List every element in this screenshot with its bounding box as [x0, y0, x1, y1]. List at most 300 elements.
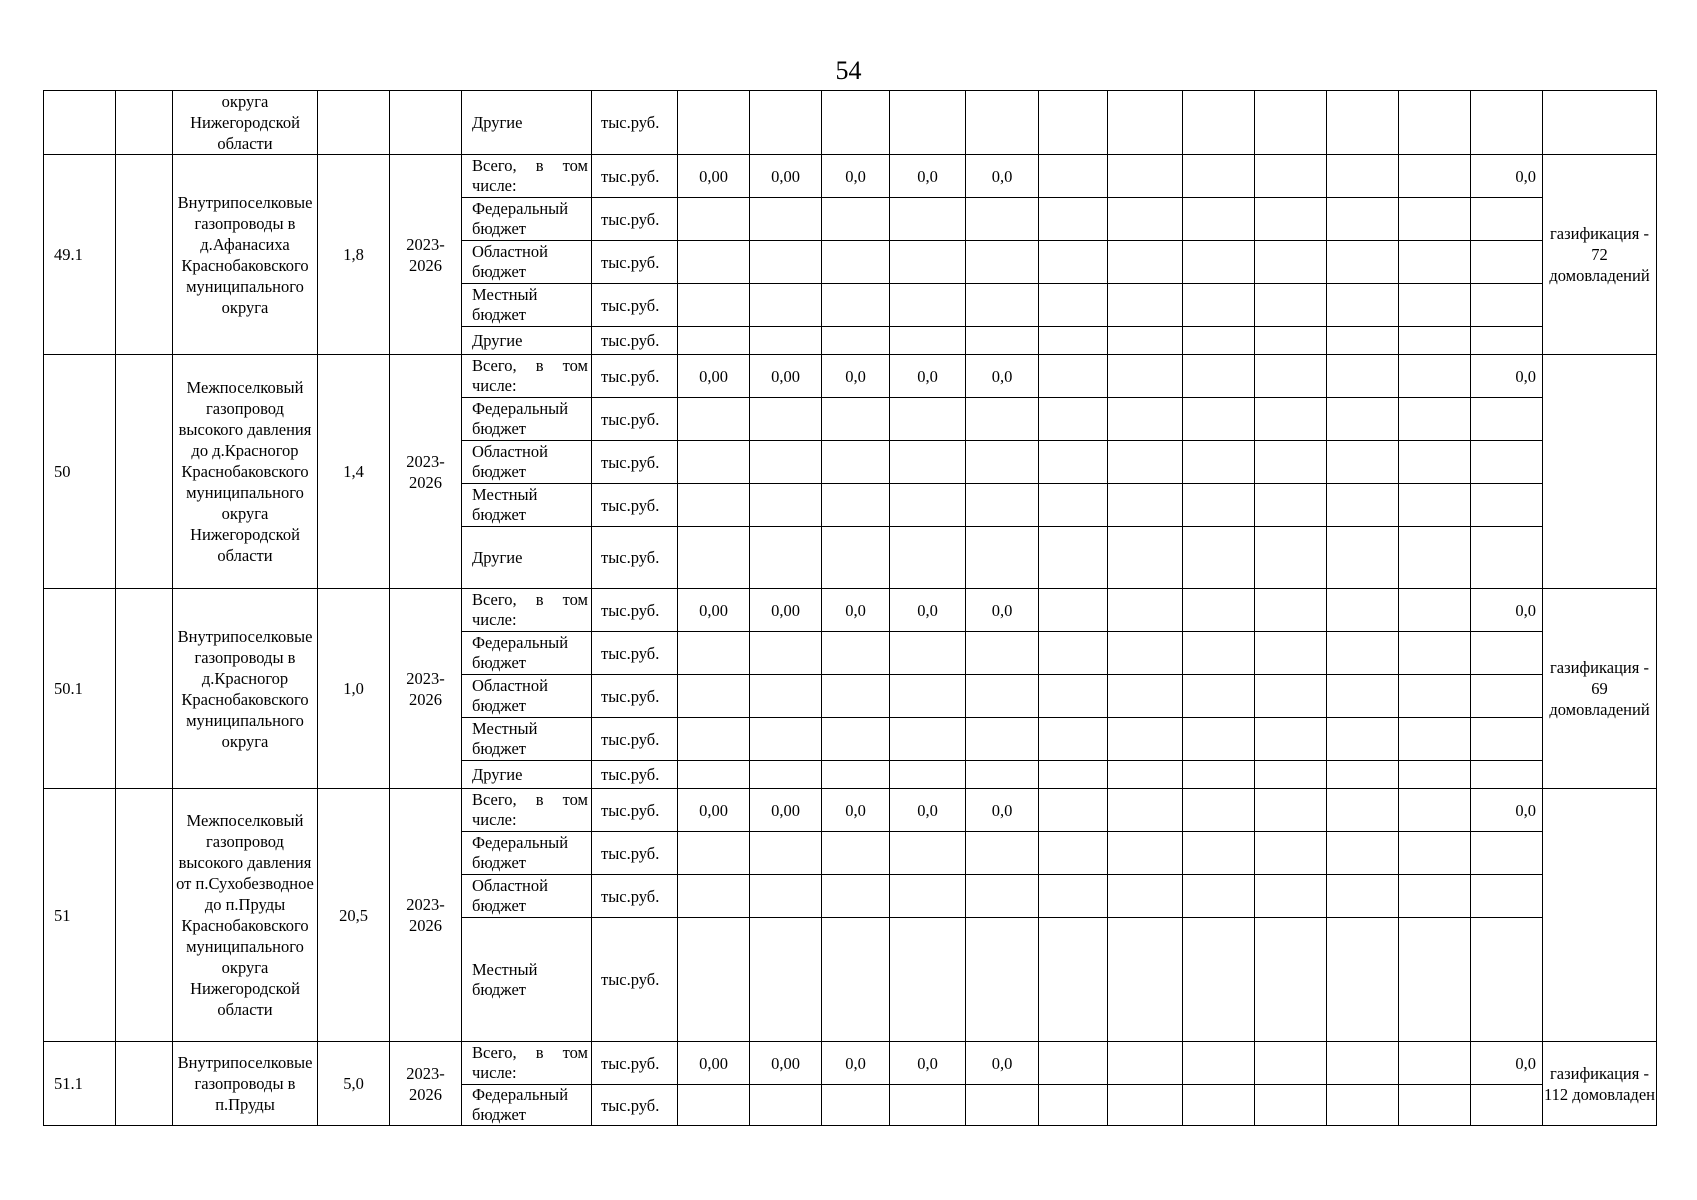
- amount-cell: 0,00: [750, 589, 822, 632]
- value-cell: [1471, 675, 1543, 718]
- value-cell: [1471, 198, 1543, 241]
- amount-cell: 0,0: [822, 355, 890, 398]
- value-cell: [1108, 875, 1183, 918]
- value-cell: [678, 198, 750, 241]
- value-cell: [1039, 918, 1108, 1042]
- value-cell: [1327, 789, 1399, 832]
- value-cell: [1039, 91, 1108, 155]
- value-cell: [822, 327, 890, 355]
- value-cell: [1399, 241, 1471, 284]
- value-cell: [1183, 527, 1255, 589]
- table-row: [44, 1042, 1657, 1085]
- value-cell: [822, 675, 890, 718]
- value-cell: [1399, 284, 1471, 327]
- amount-cell: 0,0: [890, 1042, 966, 1085]
- length-cell: 20,5: [318, 789, 390, 1042]
- value-cell: [1183, 484, 1255, 527]
- value-cell: [1471, 527, 1543, 589]
- value-cell: [1183, 327, 1255, 355]
- value-cell: [678, 441, 750, 484]
- row-number-cell: 49.1: [44, 155, 116, 355]
- value-cell: [1183, 1085, 1255, 1126]
- value-cell: [1327, 1085, 1399, 1126]
- value-cell: [1183, 761, 1255, 789]
- unit-cell: тыс.руб.: [592, 589, 678, 632]
- value-cell: [1399, 441, 1471, 484]
- value-cell: [1108, 441, 1183, 484]
- object-name-cell: Межпоселковый газопровод высокого давления от п.Сухобезводное до п.Пруды Краснобаковского муниципального округа Нижегородской области: [173, 789, 318, 1042]
- value-cell: [1327, 327, 1399, 355]
- value-cell: [1255, 632, 1327, 675]
- value-cell: [822, 1085, 890, 1126]
- value-cell: [1327, 241, 1399, 284]
- code-cell: [116, 91, 173, 155]
- value-cell: [1471, 441, 1543, 484]
- value-cell: [1255, 527, 1327, 589]
- funding-source-cell: Всего, в том числе:: [462, 789, 592, 832]
- unit-cell: тыс.руб.: [592, 484, 678, 527]
- value-cell: [890, 527, 966, 589]
- value-cell: [1108, 241, 1183, 284]
- value-cell: [750, 284, 822, 327]
- row-number-cell: 50: [44, 355, 116, 589]
- value-cell: [750, 198, 822, 241]
- amount-cell: 0,00: [750, 155, 822, 198]
- value-cell: [1399, 1042, 1471, 1085]
- value-cell: [966, 284, 1039, 327]
- value-cell: [1327, 675, 1399, 718]
- value-cell: [678, 632, 750, 675]
- value-cell: [890, 398, 966, 441]
- period-cell: 2023-2026: [390, 1042, 462, 1126]
- result-cell: [1543, 789, 1657, 1042]
- unit-cell: тыс.руб.: [592, 675, 678, 718]
- value-cell: [1183, 632, 1255, 675]
- value-cell: [1255, 761, 1327, 789]
- value-cell: [1399, 632, 1471, 675]
- value-cell: [1399, 832, 1471, 875]
- value-cell: [1039, 675, 1108, 718]
- table-row-continuation: [44, 91, 1657, 155]
- value-cell: [966, 832, 1039, 875]
- value-cell: [966, 91, 1039, 155]
- value-cell: [1399, 355, 1471, 398]
- amount-cell: 0,00: [678, 155, 750, 198]
- value-cell: [1255, 718, 1327, 761]
- value-cell: [678, 1085, 750, 1126]
- value-cell: [1183, 198, 1255, 241]
- value-cell: [1255, 789, 1327, 832]
- value-cell: [1399, 589, 1471, 632]
- funding-source-cell: Областной бюджет: [462, 241, 592, 284]
- value-cell: [1108, 789, 1183, 832]
- total-cell: 0,0: [1471, 1042, 1543, 1085]
- result-cell: [1543, 91, 1657, 155]
- value-cell: [1255, 155, 1327, 198]
- amount-cell: 0,00: [678, 589, 750, 632]
- value-cell: [1039, 761, 1108, 789]
- value-cell: [1327, 284, 1399, 327]
- value-cell: [966, 527, 1039, 589]
- funding-source-cell: Федеральный бюджет: [462, 198, 592, 241]
- funding-source-cell: Другие: [462, 327, 592, 355]
- period-cell: 2023-2026: [390, 155, 462, 355]
- value-cell: [750, 241, 822, 284]
- funding-source-cell: Всего, в том числе:: [462, 1042, 592, 1085]
- value-cell: [890, 441, 966, 484]
- value-cell: [890, 832, 966, 875]
- value-cell: [1255, 327, 1327, 355]
- value-cell: [822, 198, 890, 241]
- object-name-cell: Межпоселковый газопровод высокого давления до д.Красногор Краснобаковского муниципального округа Нижегородской области: [173, 355, 318, 589]
- value-cell: [1471, 398, 1543, 441]
- value-cell: [1108, 327, 1183, 355]
- value-cell: [1039, 1085, 1108, 1126]
- value-cell: [1255, 1042, 1327, 1085]
- value-cell: [1108, 484, 1183, 527]
- value-cell: [1399, 1085, 1471, 1126]
- value-cell: [1327, 355, 1399, 398]
- value-cell: [966, 632, 1039, 675]
- value-cell: [1183, 355, 1255, 398]
- row-number-cell: [44, 91, 116, 155]
- value-cell: [1108, 284, 1183, 327]
- value-cell: [890, 718, 966, 761]
- funding-source-cell: Федеральный бюджет: [462, 398, 592, 441]
- value-cell: [1471, 484, 1543, 527]
- amount-cell: 0,00: [750, 355, 822, 398]
- value-cell: [890, 675, 966, 718]
- object-name-cell: Внутрипоселковые газопроводы в д.Афанасиха Краснобаковского муниципального округа: [173, 155, 318, 355]
- value-cell: [822, 284, 890, 327]
- value-cell: [1471, 875, 1543, 918]
- value-cell: [750, 761, 822, 789]
- value-cell: [1327, 398, 1399, 441]
- value-cell: [1183, 675, 1255, 718]
- value-cell: [822, 398, 890, 441]
- value-cell: [750, 675, 822, 718]
- value-cell: [1399, 718, 1471, 761]
- value-cell: [822, 91, 890, 155]
- length-cell: 1,4: [318, 355, 390, 589]
- length-cell: [318, 91, 390, 155]
- result-cell: [1543, 355, 1657, 589]
- funding-source-cell: Другие: [462, 527, 592, 589]
- value-cell: [1255, 832, 1327, 875]
- value-cell: [1183, 918, 1255, 1042]
- value-cell: [1108, 91, 1183, 155]
- funding-source-cell: Областной бюджет: [462, 441, 592, 484]
- unit-cell: тыс.руб.: [592, 398, 678, 441]
- value-cell: [822, 441, 890, 484]
- value-cell: [1255, 918, 1327, 1042]
- funding-source-cell: Областной бюджет: [462, 875, 592, 918]
- funding-source-cell: Всего, в том числе:: [462, 155, 592, 198]
- value-cell: [1327, 632, 1399, 675]
- value-cell: [890, 484, 966, 527]
- funding-source-cell: Другие: [462, 91, 592, 155]
- value-cell: [890, 327, 966, 355]
- value-cell: [890, 198, 966, 241]
- value-cell: [1255, 198, 1327, 241]
- value-cell: [1039, 832, 1108, 875]
- value-cell: [1327, 589, 1399, 632]
- funding-source-cell: Федеральный бюджет: [462, 832, 592, 875]
- value-cell: [822, 761, 890, 789]
- value-cell: [1399, 918, 1471, 1042]
- unit-cell: тыс.руб.: [592, 441, 678, 484]
- amount-cell: 0,0: [966, 355, 1039, 398]
- total-cell: 0,0: [1471, 155, 1543, 198]
- value-cell: [1039, 875, 1108, 918]
- table-row: [44, 355, 1657, 398]
- length-cell: 1,0: [318, 589, 390, 789]
- amount-cell: 0,00: [678, 789, 750, 832]
- unit-cell: тыс.руб.: [592, 875, 678, 918]
- value-cell: [966, 761, 1039, 789]
- amount-cell: 0,0: [822, 789, 890, 832]
- row-number-cell: 51.1: [44, 1042, 116, 1126]
- value-cell: [1399, 527, 1471, 589]
- value-cell: [1399, 398, 1471, 441]
- funding-source-cell: Всего, в том числе:: [462, 589, 592, 632]
- row-number-cell: 50.1: [44, 589, 116, 789]
- value-cell: [1255, 875, 1327, 918]
- value-cell: [1399, 875, 1471, 918]
- value-cell: [1108, 761, 1183, 789]
- value-cell: [822, 718, 890, 761]
- result-cell: газификация - 69 домовладений: [1543, 589, 1657, 789]
- value-cell: [1327, 527, 1399, 589]
- length-cell: 1,8: [318, 155, 390, 355]
- value-cell: [966, 241, 1039, 284]
- value-cell: [822, 632, 890, 675]
- object-name-cell: округа Нижегородской области: [173, 91, 318, 155]
- value-cell: [1471, 718, 1543, 761]
- unit-cell: тыс.руб.: [592, 918, 678, 1042]
- total-cell: 0,0: [1471, 789, 1543, 832]
- length-cell: 5,0: [318, 1042, 390, 1126]
- value-cell: [1327, 875, 1399, 918]
- value-cell: [1327, 441, 1399, 484]
- value-cell: [1108, 832, 1183, 875]
- value-cell: [1108, 155, 1183, 198]
- value-cell: [1183, 1042, 1255, 1085]
- value-cell: [1471, 918, 1543, 1042]
- value-cell: [966, 484, 1039, 527]
- value-cell: [1039, 284, 1108, 327]
- unit-cell: тыс.руб.: [592, 718, 678, 761]
- unit-cell: тыс.руб.: [592, 527, 678, 589]
- value-cell: [966, 875, 1039, 918]
- value-cell: [1108, 1042, 1183, 1085]
- funding-source-cell: Местный бюджет: [462, 918, 592, 1042]
- amount-cell: 0,00: [678, 1042, 750, 1085]
- amount-cell: 0,0: [890, 155, 966, 198]
- value-cell: [890, 1085, 966, 1126]
- value-cell: [1108, 527, 1183, 589]
- unit-cell: тыс.руб.: [592, 1085, 678, 1126]
- value-cell: [822, 832, 890, 875]
- value-cell: [1183, 718, 1255, 761]
- total-cell: 0,0: [1471, 355, 1543, 398]
- value-cell: [1471, 284, 1543, 327]
- value-cell: [1183, 284, 1255, 327]
- value-cell: [890, 241, 966, 284]
- unit-cell: тыс.руб.: [592, 832, 678, 875]
- funding-source-cell: Другие: [462, 761, 592, 789]
- value-cell: [1255, 284, 1327, 327]
- value-cell: [750, 875, 822, 918]
- value-cell: [890, 284, 966, 327]
- value-cell: [678, 91, 750, 155]
- value-cell: [750, 91, 822, 155]
- unit-cell: тыс.руб.: [592, 327, 678, 355]
- unit-cell: тыс.руб.: [592, 284, 678, 327]
- amount-cell: 0,0: [822, 155, 890, 198]
- value-cell: [1039, 632, 1108, 675]
- amount-cell: 0,0: [890, 355, 966, 398]
- page-number: 54: [835, 56, 862, 85]
- value-cell: [678, 284, 750, 327]
- value-cell: [750, 527, 822, 589]
- value-cell: [678, 241, 750, 284]
- funding-source-cell: Местный бюджет: [462, 484, 592, 527]
- value-cell: [1327, 718, 1399, 761]
- unit-cell: тыс.руб.: [592, 241, 678, 284]
- value-cell: [750, 441, 822, 484]
- table-row: [44, 155, 1657, 198]
- value-cell: [1471, 241, 1543, 284]
- value-cell: [678, 527, 750, 589]
- value-cell: [1108, 198, 1183, 241]
- value-cell: [750, 484, 822, 527]
- result-cell: газификация - 72 домовладений: [1543, 155, 1657, 355]
- value-cell: [1183, 589, 1255, 632]
- value-cell: [678, 875, 750, 918]
- value-cell: [966, 1085, 1039, 1126]
- value-cell: [890, 875, 966, 918]
- value-cell: [1471, 832, 1543, 875]
- object-name-cell: Внутрипоселковые газопроводы в п.Пруды: [173, 1042, 318, 1126]
- period-cell: [390, 91, 462, 155]
- value-cell: [678, 398, 750, 441]
- amount-cell: 0,0: [890, 589, 966, 632]
- value-cell: [1399, 91, 1471, 155]
- funding-source-cell: Федеральный бюджет: [462, 632, 592, 675]
- value-cell: [678, 761, 750, 789]
- unit-cell: тыс.руб.: [592, 155, 678, 198]
- value-cell: [1255, 398, 1327, 441]
- value-cell: [1399, 484, 1471, 527]
- value-cell: [1183, 241, 1255, 284]
- value-cell: [1327, 1042, 1399, 1085]
- amount-cell: 0,00: [750, 1042, 822, 1085]
- period-cell: 2023-2026: [390, 789, 462, 1042]
- value-cell: [1183, 91, 1255, 155]
- code-cell: [116, 1042, 173, 1126]
- value-cell: [890, 91, 966, 155]
- value-cell: [1183, 832, 1255, 875]
- value-cell: [1327, 198, 1399, 241]
- amount-cell: 0,0: [822, 1042, 890, 1085]
- value-cell: [1039, 441, 1108, 484]
- value-cell: [1399, 155, 1471, 198]
- value-cell: [822, 484, 890, 527]
- result-cell: газификация - 112 домовладен: [1543, 1042, 1657, 1126]
- value-cell: [890, 761, 966, 789]
- amount-cell: 0,0: [890, 789, 966, 832]
- value-cell: [822, 875, 890, 918]
- row-number-cell: 51: [44, 789, 116, 1042]
- value-cell: [1327, 832, 1399, 875]
- value-cell: [750, 918, 822, 1042]
- value-cell: [1471, 761, 1543, 789]
- value-cell: [1255, 355, 1327, 398]
- value-cell: [1108, 718, 1183, 761]
- total-cell: 0,0: [1471, 589, 1543, 632]
- gas-program-table: [43, 90, 1657, 1126]
- value-cell: [1255, 241, 1327, 284]
- value-cell: [1399, 675, 1471, 718]
- value-cell: [1108, 355, 1183, 398]
- period-cell: 2023-2026: [390, 589, 462, 789]
- value-cell: [1255, 484, 1327, 527]
- value-cell: [750, 398, 822, 441]
- value-cell: [1039, 398, 1108, 441]
- value-cell: [1471, 632, 1543, 675]
- value-cell: [750, 1085, 822, 1126]
- value-cell: [678, 832, 750, 875]
- value-cell: [678, 484, 750, 527]
- value-cell: [1255, 1085, 1327, 1126]
- value-cell: [1039, 241, 1108, 284]
- value-cell: [1039, 789, 1108, 832]
- value-cell: [1183, 875, 1255, 918]
- amount-cell: 0,0: [822, 589, 890, 632]
- value-cell: [1399, 327, 1471, 355]
- unit-cell: тыс.руб.: [592, 1042, 678, 1085]
- value-cell: [1039, 327, 1108, 355]
- code-cell: [116, 589, 173, 789]
- value-cell: [1039, 355, 1108, 398]
- value-cell: [1255, 441, 1327, 484]
- value-cell: [1255, 589, 1327, 632]
- amount-cell: 0,00: [678, 355, 750, 398]
- value-cell: [750, 832, 822, 875]
- value-cell: [1183, 155, 1255, 198]
- funding-source-cell: Федеральный бюджет: [462, 1085, 592, 1126]
- funding-source-cell: Областной бюджет: [462, 675, 592, 718]
- value-cell: [678, 327, 750, 355]
- value-cell: [966, 398, 1039, 441]
- object-name-cell: Внутрипоселковые газопроводы в д.Красногор Краснобаковского муниципального округа: [173, 589, 318, 789]
- value-cell: [1399, 198, 1471, 241]
- value-cell: [1039, 198, 1108, 241]
- value-cell: [822, 241, 890, 284]
- value-cell: [1039, 527, 1108, 589]
- value-cell: [1183, 441, 1255, 484]
- value-cell: [1183, 398, 1255, 441]
- value-cell: [966, 918, 1039, 1042]
- value-cell: [750, 632, 822, 675]
- value-cell: [1183, 789, 1255, 832]
- value-cell: [1255, 675, 1327, 718]
- amount-cell: 0,0: [966, 155, 1039, 198]
- value-cell: [678, 718, 750, 761]
- value-cell: [966, 441, 1039, 484]
- value-cell: [1327, 155, 1399, 198]
